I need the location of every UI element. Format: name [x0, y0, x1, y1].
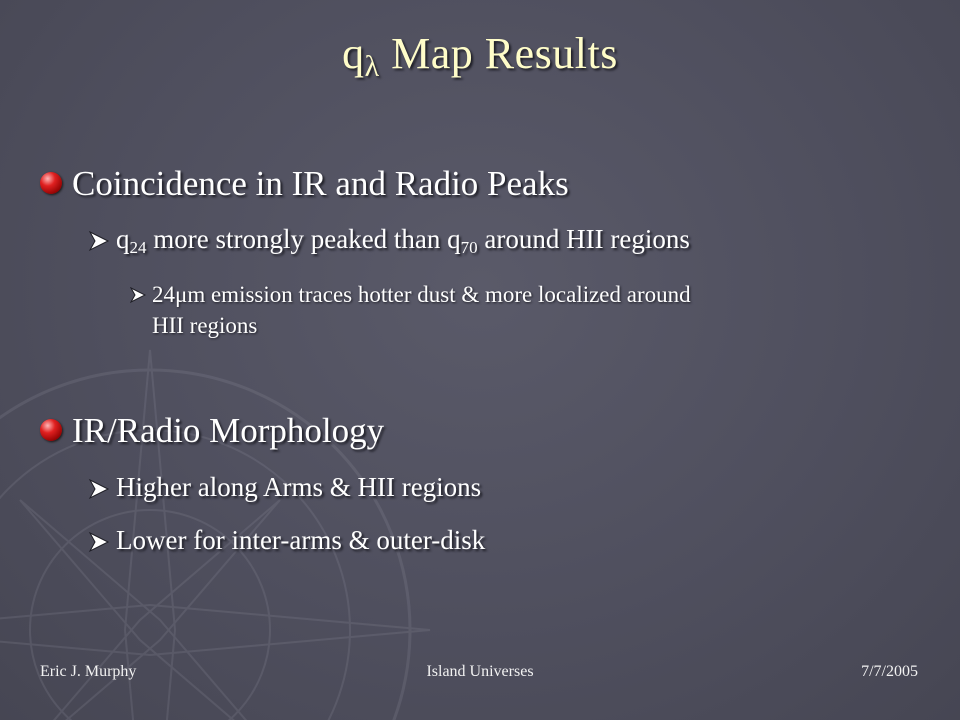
heading-text: Coincidence in IR and Radio Peaks	[72, 164, 569, 203]
lower-text: Lower for inter-arms & outer-disk	[116, 525, 486, 555]
arrow-bullet-icon	[88, 478, 110, 500]
slide-title: $q_\lambda$ Map Results	[342, 29, 618, 83]
footer-date: 7/7/2005	[861, 663, 918, 680]
emission-text-line1: 24μm emission traces hotter dust & more localized around	[152, 282, 691, 307]
bullet-coincidence	[40, 164, 569, 204]
footer-event: Island Universes	[426, 663, 534, 680]
bullet-morphology	[40, 411, 384, 451]
arrow-bullet-icon	[88, 230, 110, 252]
red-ball-bullet-icon	[40, 172, 62, 194]
q24-text: $q_{24}$ more strongly peaked than $q_{70}$ around HII regions	[116, 224, 690, 257]
sub-bullet-lower	[88, 525, 485, 556]
arrow-bullet-icon	[130, 287, 146, 303]
emission-text-line2: HII regions	[152, 313, 258, 338]
higher-text: Higher along Arms & HII regions	[116, 472, 482, 502]
sub-sub-bullet-24um	[130, 279, 691, 341]
sub-bullet-q24	[88, 224, 690, 258]
heading-text: IR/Radio Morphology	[72, 411, 385, 450]
footer-author: Eric J. Murphy	[40, 663, 137, 680]
sub-bullet-higher	[88, 472, 481, 503]
arrow-bullet-icon	[88, 531, 110, 553]
red-ball-bullet-icon	[40, 419, 62, 441]
